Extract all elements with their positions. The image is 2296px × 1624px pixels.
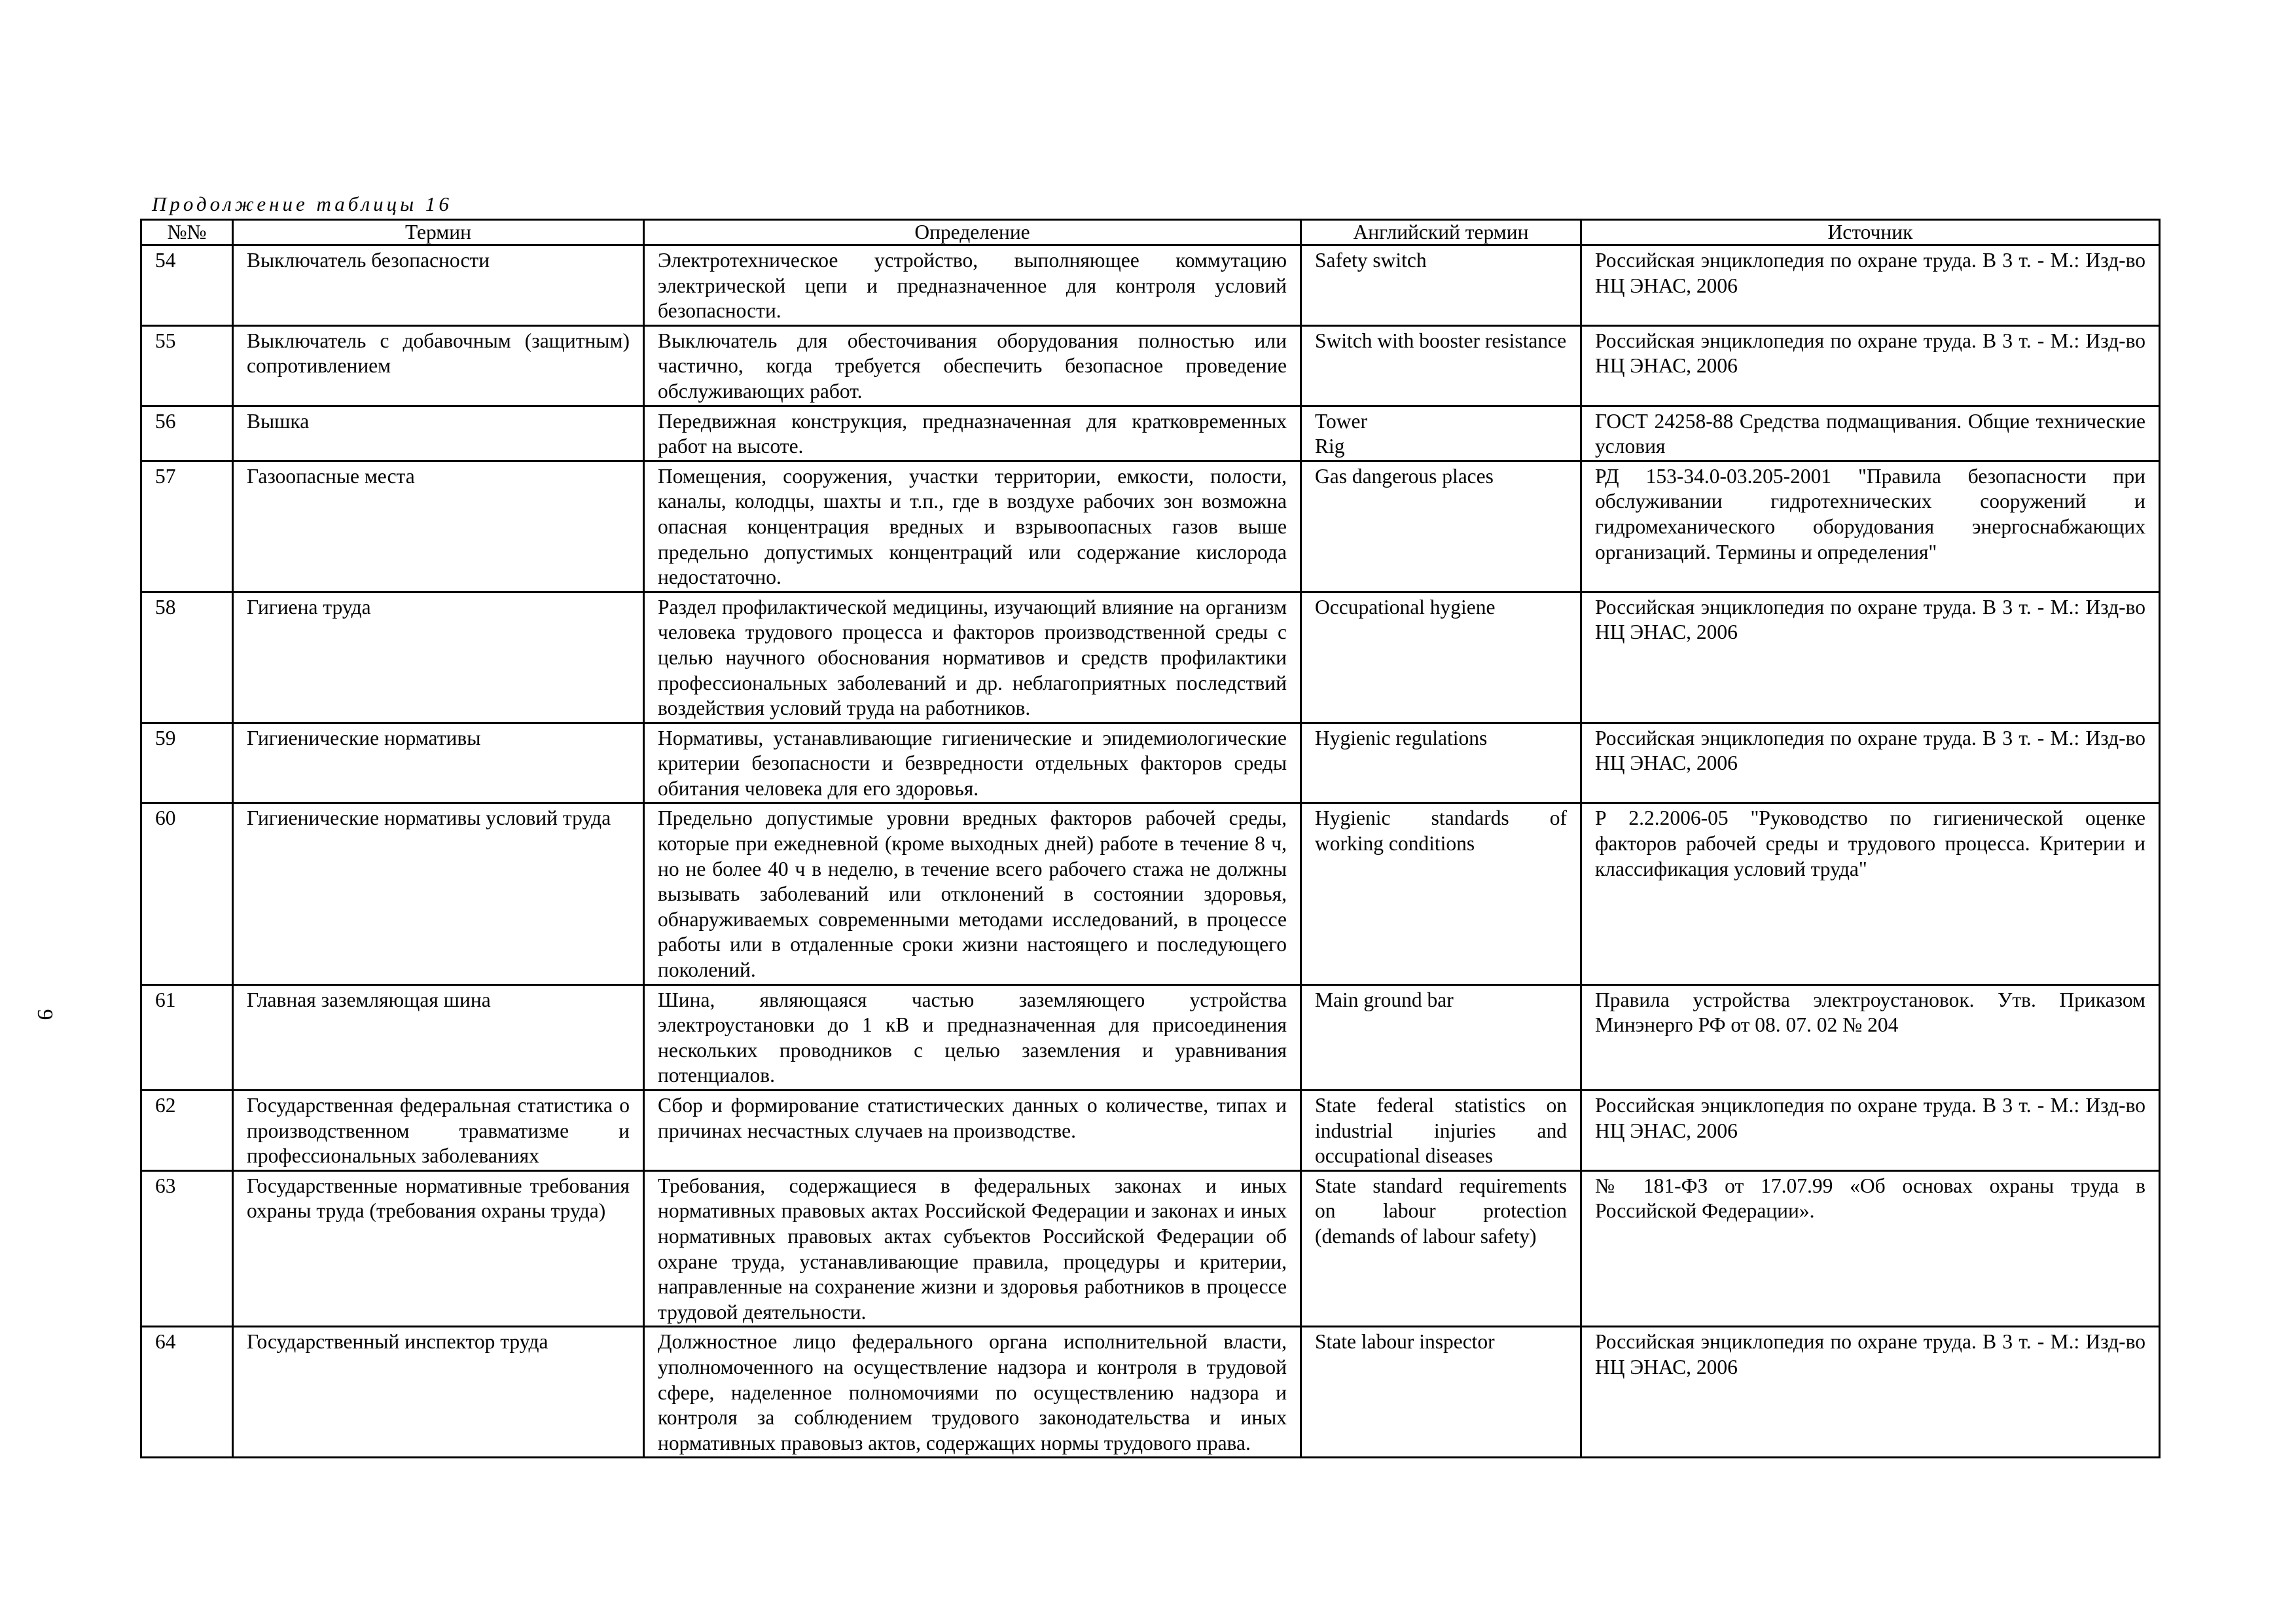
header-source: Источник [1581, 220, 2160, 245]
page-number: 9 [33, 1009, 57, 1020]
term-cell: Главная заземляющая шина [233, 984, 644, 1090]
source-cell: Российская энциклопедия по охране труда. В 3 т. - М.: Изд-во НЦ ЭНАС, 2006 [1581, 1091, 2160, 1171]
source-cell: Российская энциклопедия по охране труда. В 3 т. - М.: Изд-во НЦ ЭНАС, 2006 [1581, 1327, 2160, 1458]
english-term-cell: Hygienic standards of working conditions [1301, 803, 1581, 984]
english-term-cell: Occupational hygiene [1301, 592, 1581, 723]
english-term-cell: Switch with booster resistance [1301, 325, 1581, 406]
definition-cell: Предельно допустимые уровни вредных факторов рабочей среды, которые при ежедневной (кроме выходных дней) работе в течение 8 ч, но не более 40 ч в неделю, в течение всего рабочего стажа не должны вызывать заболеваний или отклонений в состоянии здоровья, обнаруживаемых современными методами исследований, в процессе работы или в отдаленные сроки жизни настоящего и последующего поколений. [644, 803, 1301, 984]
term-cell: Государственные нормативные требования охраны труда (требования охраны труда) [233, 1170, 644, 1327]
source-cell: Р 2.2.2006-05 "Руководство по гигиенической оценке факторов рабочей среды и трудового процесса. Критерии и классификация условий труда" [1581, 803, 2160, 984]
definition-cell: Раздел профилактической медицины, изучающий влияние на организм человека трудового процесса и факторов производственной среды с целью научного обоснования нормативов и средств профилактики профессиональных заболеваний и др. неблагоприятных последствий воздействия условий труда на работников. [644, 592, 1301, 723]
row-number: 59 [141, 723, 233, 803]
term-cell: Газоопасные места [233, 461, 644, 592]
header-definition: Определение [644, 220, 1301, 245]
table-header-row [141, 220, 2160, 245]
table-row [141, 592, 2160, 723]
table-row [141, 1170, 2160, 1327]
term-cell: Гигиенические нормативы условий труда [233, 803, 644, 984]
english-term-cell: State federal statistics on industrial injuries and occupational diseases [1301, 1091, 1581, 1171]
definition-cell: Требования, содержащиеся в федеральных законах и иных нормативных правовых актах Российской Федерации и законах и иных нормативных правовых актах субъектов Российской Федерации об охране труда, устанавливающие правила, процедуры и критерии, направленные на сохранение жизни и здоровья работников в процессе трудовой деятельности. [644, 1170, 1301, 1327]
table-row [141, 245, 2160, 326]
table-row [141, 803, 2160, 984]
term-cell: Гигиенические нормативы [233, 723, 644, 803]
english-term-cell: Main ground bar [1301, 984, 1581, 1090]
terms-table [140, 219, 2161, 1458]
definition-cell: Должностное лицо федерального органа исполнительной власти, уполномоченного на осуществление надзора и контроля в трудовой сфере, наделенное полномочиями по осуществлению надзора и контроля за соблюдением трудового законодательства и иных нормативных правовыз актов, содержащих нормы трудового права. [644, 1327, 1301, 1458]
table-row [141, 325, 2160, 406]
definition-cell: Сбор и формирование статистических данных о количестве, типах и причинах несчастных случаев на производстве. [644, 1091, 1301, 1171]
table-row [141, 461, 2160, 592]
term-cell: Выключатель с добавочным (защитным) сопротивлением [233, 325, 644, 406]
term-cell: Государственная федеральная статистика о производственном травматизме и профессиональных заболеваниях [233, 1091, 644, 1171]
english-term-cell: Tower Rig [1301, 406, 1581, 461]
english-term-cell: Safety switch [1301, 245, 1581, 326]
english-term-cell: Gas dangerous places [1301, 461, 1581, 592]
table-caption: Продолжение таблицы 16 [152, 192, 452, 215]
row-number: 56 [141, 406, 233, 461]
row-number: 62 [141, 1091, 233, 1171]
definition-cell: Электротехническое устройство, выполняющее коммутацию электрической цепи и предназначенное для контроля условий безопасности. [644, 245, 1301, 326]
english-term-cell: Hygienic regulations [1301, 723, 1581, 803]
header-english-term: Английский термин [1301, 220, 1581, 245]
definition-cell: Шина, являющаяся частью заземляющего устройства электроустановки до 1 кВ и предназначенная для присоединения нескольких проводников с целью заземления и уравнивания потенциалов. [644, 984, 1301, 1090]
header-number: №№ [141, 220, 233, 245]
source-cell: Российская энциклопедия по охране труда. В 3 т. - М.: Изд-во НЦ ЭНАС, 2006 [1581, 723, 2160, 803]
row-number: 61 [141, 984, 233, 1090]
english-term-cell: State standard requirements on labour protection (demands of labour safety) [1301, 1170, 1581, 1327]
row-number: 54 [141, 245, 233, 326]
definition-cell: Нормативы, устанавливающие гигиенические и эпидемиологические критерии безопасности и безвредности отдельных факторов среды обитания человека для его здоровья. [644, 723, 1301, 803]
term-cell: Вышка [233, 406, 644, 461]
source-cell: Российская энциклопедия по охране труда. В 3 т. - М.: Изд-во НЦ ЭНАС, 2006 [1581, 245, 2160, 326]
row-number: 64 [141, 1327, 233, 1458]
table-row [141, 723, 2160, 803]
term-cell: Гигиена труда [233, 592, 644, 723]
term-cell: Выключатель безопасности [233, 245, 644, 326]
header-term: Термин [233, 220, 644, 245]
row-number: 63 [141, 1170, 233, 1327]
row-number: 55 [141, 325, 233, 406]
table-row [141, 1091, 2160, 1171]
definition-cell: Передвижная конструкция, предназначенная для кратковременных работ на высоте. [644, 406, 1301, 461]
table-row [141, 406, 2160, 461]
table-row [141, 984, 2160, 1090]
english-term-cell: State labour inspector [1301, 1327, 1581, 1458]
definition-cell: Выключатель для обесточивания оборудования полностью или частично, когда требуется обеспечить безопасное проведение обслуживающих работ. [644, 325, 1301, 406]
source-cell: Российская энциклопедия по охране труда. В 3 т. - М.: Изд-во НЦ ЭНАС, 2006 [1581, 592, 2160, 723]
row-number: 57 [141, 461, 233, 592]
row-number: 60 [141, 803, 233, 984]
source-cell: РД 153-34.0-03.205-2001 "Правила безопасности при обслуживании гидротехнических сооружений и гидромеханического оборудования энергоснабжающих организаций. Термины и определения" [1581, 461, 2160, 592]
term-cell: Государственный инспектор труда [233, 1327, 644, 1458]
row-number: 58 [141, 592, 233, 723]
source-cell: Российская энциклопедия по охране труда. В 3 т. - М.: Изд-во НЦ ЭНАС, 2006 [1581, 325, 2160, 406]
table-row [141, 1327, 2160, 1458]
source-cell: ГОСТ 24258-88 Средства подмащивания. Общие технические условия [1581, 406, 2160, 461]
source-cell: Правила устройства электроустановок. Утв. Приказом Минэнерго РФ от 08. 07. 02 № 204 [1581, 984, 2160, 1090]
source-cell: № 181-ФЗ от 17.07.99 «Об основах охраны труда в Российской Федерации». [1581, 1170, 2160, 1327]
definition-cell: Помещения, сооружения, участки территории, емкости, полости, каналы, колодцы, шахты и т.п., где в воздухе рабочих зон возможна опасная концентрация вредных и взрывоопасных газов выше предельно допустимых концентраций или содержание кислорода недостаточно. [644, 461, 1301, 592]
